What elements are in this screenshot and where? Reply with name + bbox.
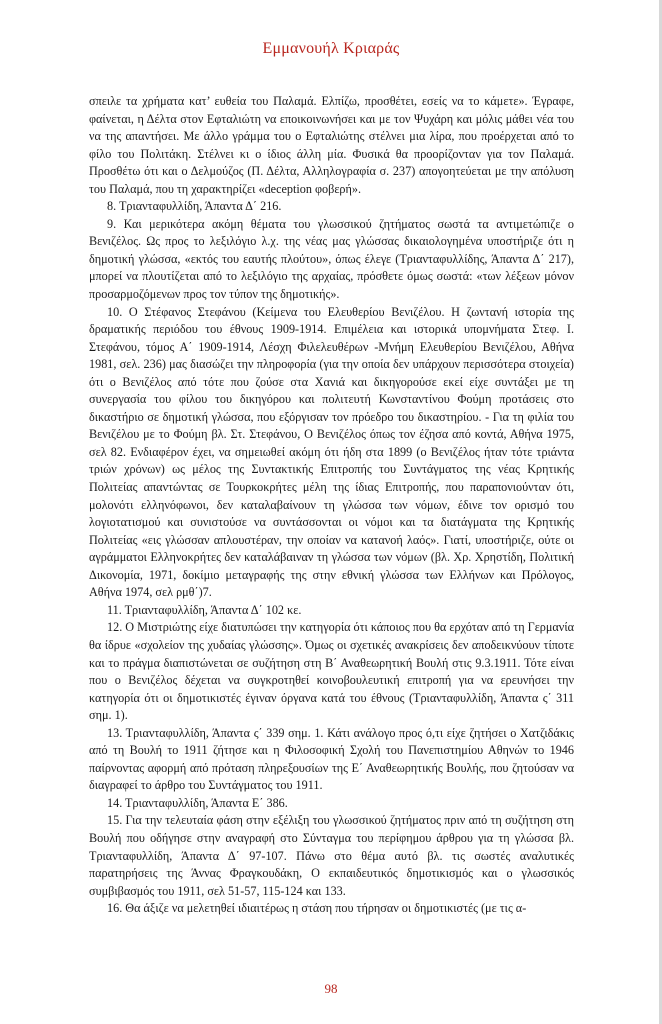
footnote-7-continuation: σπειλε τα χρήματα κατ’ ευθεία του Παλαμά. Ελπίζω, προσθέτει, εσείς να το κάμετε». Έγραφε, φαίνεται, η Δέλτα στον Εφταλιώτη να εποικοινωνήσει και με τον Ψυχάρη και μόλις μάθει νέα του να της απαντήσει. Με άλλο γράμμα του ο Εφταλιώτης στέλνει μια λίρα, που προέρχεται από το φίλο του Πολιτάκη. Στέλνει κι ο ίδιος άλλη μία. Φυσικά θα προορίζονταν για τον Παλαμά. Προσθέτω ότι και ο Δελμούζος (Π. Δέλτα, Αλληλογραφία σ. 237) απογοητεύεται με την απόλυση του Παλαμά, που τη χαρακτηρίζει «deception φοβερή».: [89, 94, 574, 196]
footnote-13: 13. Τριανταφυλλίδη, Άπαντα ς΄ 339 σημ. 1. Κάτι ανάλογο προς ό,τι είχε ζητήσει ο Χατζιδάκις από τη Βουλή το 1911 ζήτησε και η Φιλοσοφική Σχολή του Πανεπιστημίου Αθηνών το 1946 παίρνοντας αφορμή από πρόταση πληρεξουσίων της Ε΄ Αναθεωρητικής Βουλής, που ζητούσαν να διαγραφεί το άρθρο του Συντάγματος του 1911.: [89, 725, 574, 793]
footnote-9: 9. Και μερικότερα ακόμη θέματα του γλωσσικού ζητήματος σωστά τα αντιμετώπιζε ο Βενιζέλος. Ως προς το λεξιλόγιο λ.χ. της νέας μας γλώσσας δικαιολογημένα υποστήριζε ότι η δημοτική γλώσσα, «εκτός του εαυτής πλούτου», όπως έλεγε (Τριανταφυλλίδης, Άπαντα Δ΄ 217), μπορεί να πλουτίζεται από το λεξιλόγιο της αρχαίας, πρόσθετε όμως σωστά: «των λέξεων μόνον προσαρμοζόμενων προς τον τύπον της δημοτικής».: [89, 216, 574, 302]
footnotes-body: [89, 93, 574, 918]
running-header: Εμμανουήλ Κριαράς: [262, 40, 400, 57]
footnote-10: 10. Ο Στέφανος Στεφάνου (Κείμενα του Ελευθερίου Βενιζέλου. Η ζωντανή ιστορία της δραματικής περιόδου του έθνους 1909-1914. Επιμέλεια και ιστορικά υπομνήματα Στεφ. Ι. Στεφάνου, τόμος Α΄ 1909-1914, Λέσχη Φιλελευθέρων -Μνήμη Ελευθερίου Βενιζέλου, Αθήνα 1981, σελ. 236) μας διασώζει την πληροφορία (για την οποία δεν υπάρχουν περισσότερα στοιχεία) ότι ο Βενιζέλος από τότε που ζούσε στα Χανιά και δικηγορούσε εκεί είχε συντάξει με τη συνεργασία του φίλου του δικηγόρου και πολιτευτή Κωνσταντίνου Φούμη προτάσεις στο δικαστήριο σε δημοτική γλώσσα, που εξόργισαν τον πρόεδρο του δικαστηρίου. - Για τη φιλία του Βενιζέλου με το Φούμη βλ. Στ. Στεφάνου, Ο Βενιζέλος όπως τον έζησα από κοντά, Αθήνα 1975, σελ 82. Ενδιαφέρον έχει, να σημειωθεί ακόμη ότι ήδη στα 1899 (ο Βενιζέλος ήταν τότε τριάντα τριών χρόνων) ως μέλος της Συντακτικής Επιτροπής του Συντάγματος της νέας Κρητικής Πολιτείας απαντώντας σε Τουρκοκρήτες μέλη της ίδιας Επιτροπής, που παραπονιούνταν ότι, μολονότι ελληνόφωνοι, δεν καταλαβαίνουν τη γλώσσα των νόμων, έδινε τον ορισμό του λογιοτατισμού και συνιστούσε να συντάσσονται οι νόμοι και τα διατάγματα της Κρητικής Πολιτείας «εις γλώσσαν απλουστέραν, την οποίαν να κατανοή λαός». Γιατί, υποστήριζε, ούτε οι αγράμματοι Ελληνοκρήτες δεν καταλάβαιναν τη γλώσσα των νόμων (βλ. Χρ. Χρηστίδη, Πολιτική Δικονομία, 1971, δοκίμιο μεταγραφής της στην εθνική γλώσσα των Ελλήνων και Πρόλογος, Αθήνα 1974, σελ ρμθ΄)7.: [89, 304, 574, 600]
footnote-12: 12. Ο Μιστριώτης είχε διατυπώσει την κατηγορία ότι κάποιος που θα ερχόταν από τη Γερμανία θα ίδρυε «σχολείον της χυδαίας γλώσσης». Όμως οι σχετικές ανακρίσεις δεν αποδεικνύουν τίποτε και το πράγμα διαπιστώνεται σε συζήτηση στη Β΄ Αναθεωρητική Βουλή στις 9.3.1911. Τότε είναι που ο Βενιζέλος δέχεται να συγκροτηθεί κοινοβουλευτική επιτροπή για να ερευνήσει την κατηγορία ότι οι δημοτικιστές έγιναν όργανα κατά του έθνους (Τριανταφυλλίδη, Άπαντα ς΄ 311 σημ. 1).: [89, 620, 574, 723]
footnote-15: 15. Για την τελευταία φάση στην εξέλιξη του γλωσσικού ζητήματος πριν από τη συζήτηση στη Βουλή που οδήγησε στην αναγραφή στο Σύνταγμα του περίφημου άρθρου για τη γλώσσα βλ. Τριανταφυλλίδη, Άπαντα Δ΄ 97-107. Πάνω στο θέμα αυτό βλ. τις σωστές αναλυτικές παρατηρήσεις της Άννας Φραγκουδάκη, Ο εκπαιδευτικός δημοτικισμός και ο γλωσσικός συμβιβασμός του 1911, σελ 51-57, 115-124 και 133.: [89, 813, 574, 898]
footnote-14: 14. Τριανταφυλλίδη, Άπαντα Ε΄ 386.: [107, 795, 288, 810]
footnote-11: 11. Τριανταφυλλίδη, Άπαντα Δ΄ 102 κε.: [107, 602, 302, 617]
footnote-8: 8. Τριανταφυλλίδη, Άπαντα Δ΄ 216.: [107, 199, 282, 214]
page-number: 98: [324, 981, 338, 996]
footnote-16: 16. Θα άξιζε να μελετηθεί ιδιαιτέρως η στάση που τήρησαν οι δημοτικιστές (με τις α-: [107, 901, 527, 916]
